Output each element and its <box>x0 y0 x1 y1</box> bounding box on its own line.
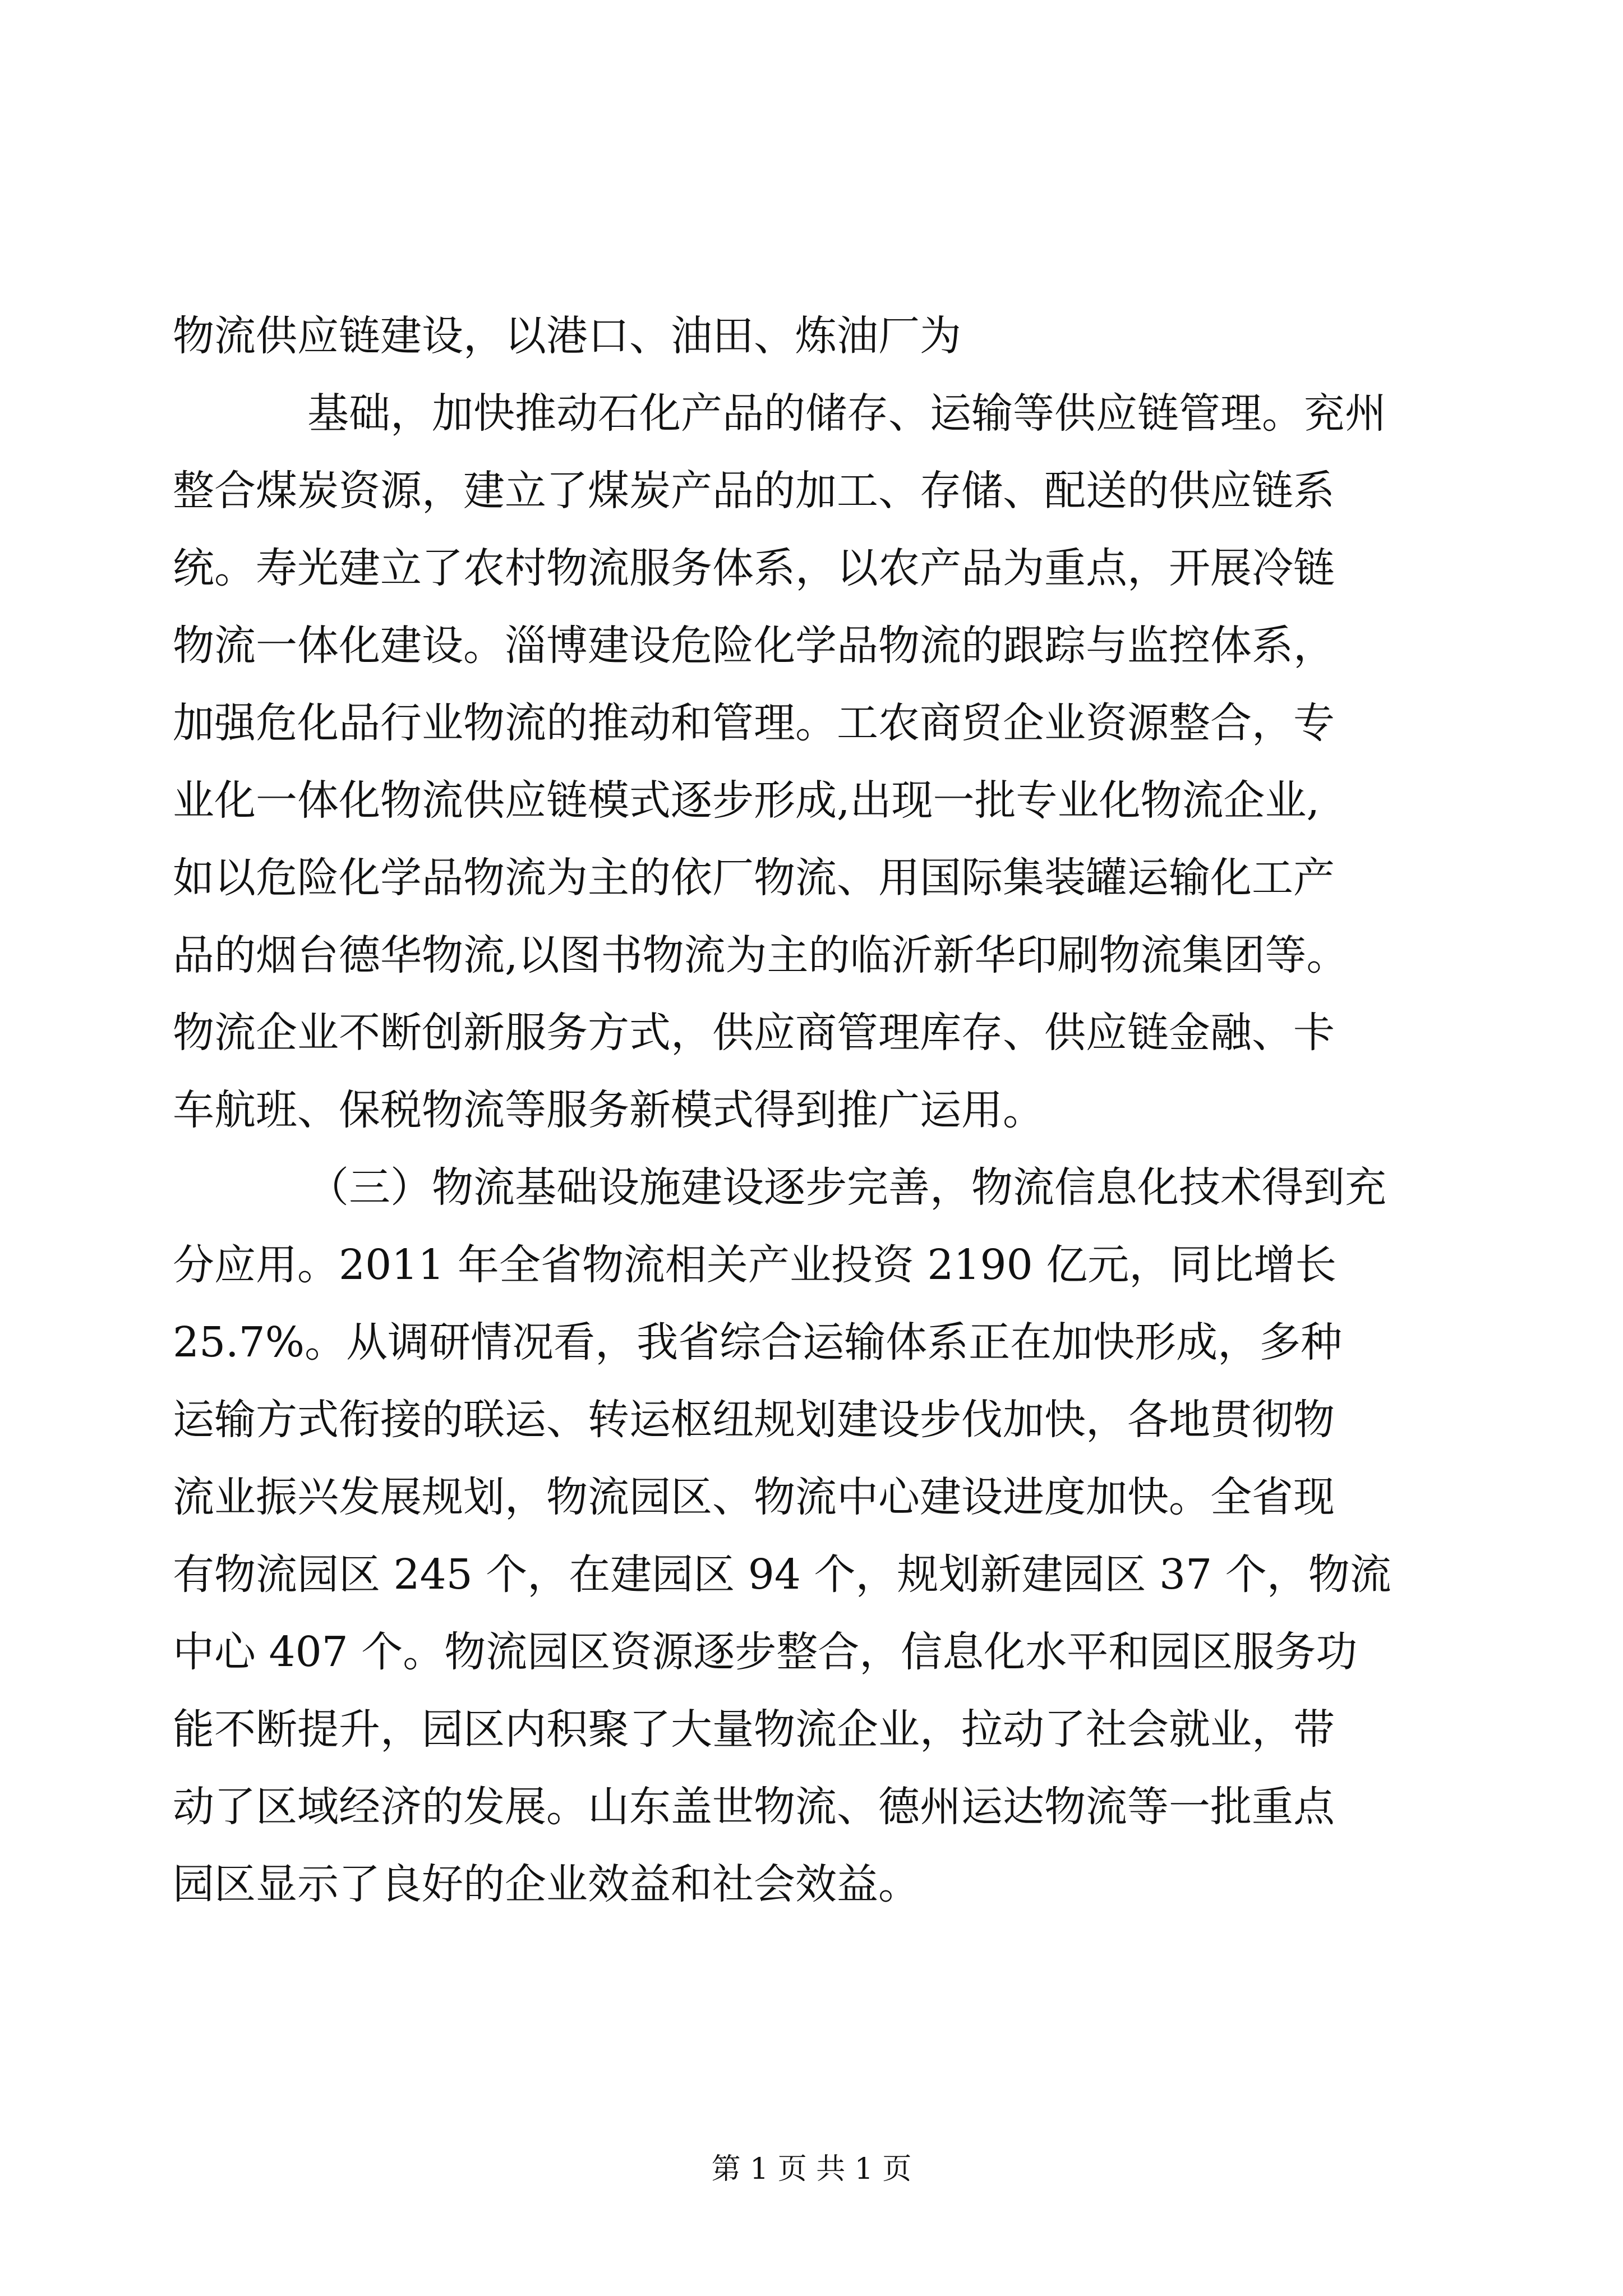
page-number: 第 1 页 共 1 页 <box>711 2152 912 2186</box>
text-line: 动了区域经济的发展。山东盖世物流、德州运达物流等一批重点 <box>173 1783 1335 1831</box>
text-line: 品的烟台德华物流,以图书物流为主的临沂新华印刷物流集团等。 <box>173 931 1348 979</box>
text-line: 物流一体化建设。淄博建设危险化学品物流的跟踪与监控体系， <box>173 622 1335 670</box>
text-line: 有物流园区 245 个，在建园区 94 个，规划新建园区 37 个，物流 <box>173 1550 1391 1599</box>
section-heading-line: （三）物流基础设施建设逐步完善，物流信息化技术得到充 <box>307 1163 1386 1212</box>
text-line: 车航班、保税物流等服务新模式得到推广运用。 <box>173 1086 1044 1134</box>
text-line: 中心 407 个。物流园区资源逐步整合，信息化水平和园区服务功 <box>173 1628 1358 1676</box>
text-line: 25.7%。从调研情况看，我省综合运输体系正在加快形成，多种 <box>173 1318 1343 1366</box>
text-line: 如以危险化学品物流为主的依厂物流、用国际集装罐运输化工产 <box>173 854 1335 902</box>
text-line: 物流供应链建设，以港口、油田、炼油厂为 <box>173 312 961 360</box>
text-line: 运输方式衔接的联运、转运枢纽规划建设步伐加快，各地贯彻物 <box>173 1396 1335 1444</box>
text-line: 能不断提升，园区内积聚了大量物流企业，拉动了社会就业，带 <box>173 1705 1335 1754</box>
text-line: 园区显示了良好的企业效益和社会效益。 <box>173 1860 920 1908</box>
text-line: 整合煤炭资源，建立了煤炭产品的加工、存储、配送的供应链系 <box>173 467 1335 515</box>
text-line: 基础，加快推动石化产品的储存、运输等供应链管理。兖州 <box>307 389 1386 438</box>
text-line: 业化一体化物流供应链模式逐步形成,出现一批专业化物流企业, <box>173 776 1320 825</box>
text-line: 物流企业不断创新服务方式，供应商管理库存、供应链金融、卡 <box>173 1009 1335 1057</box>
text-line: 流业振兴发展规划，物流园区、物流中心建设进度加快。全省现 <box>173 1473 1335 1521</box>
text-line: 统。寿光建立了农村物流服务体系，以农产品为重点，开展冷链 <box>173 544 1335 592</box>
text-line: 分应用。2011 年全省物流相关产业投资 2190 亿元，同比增长 <box>173 1241 1337 1289</box>
text-line: 加强危化品行业物流的推动和管理。工农商贸企业资源整合，专 <box>173 699 1335 747</box>
